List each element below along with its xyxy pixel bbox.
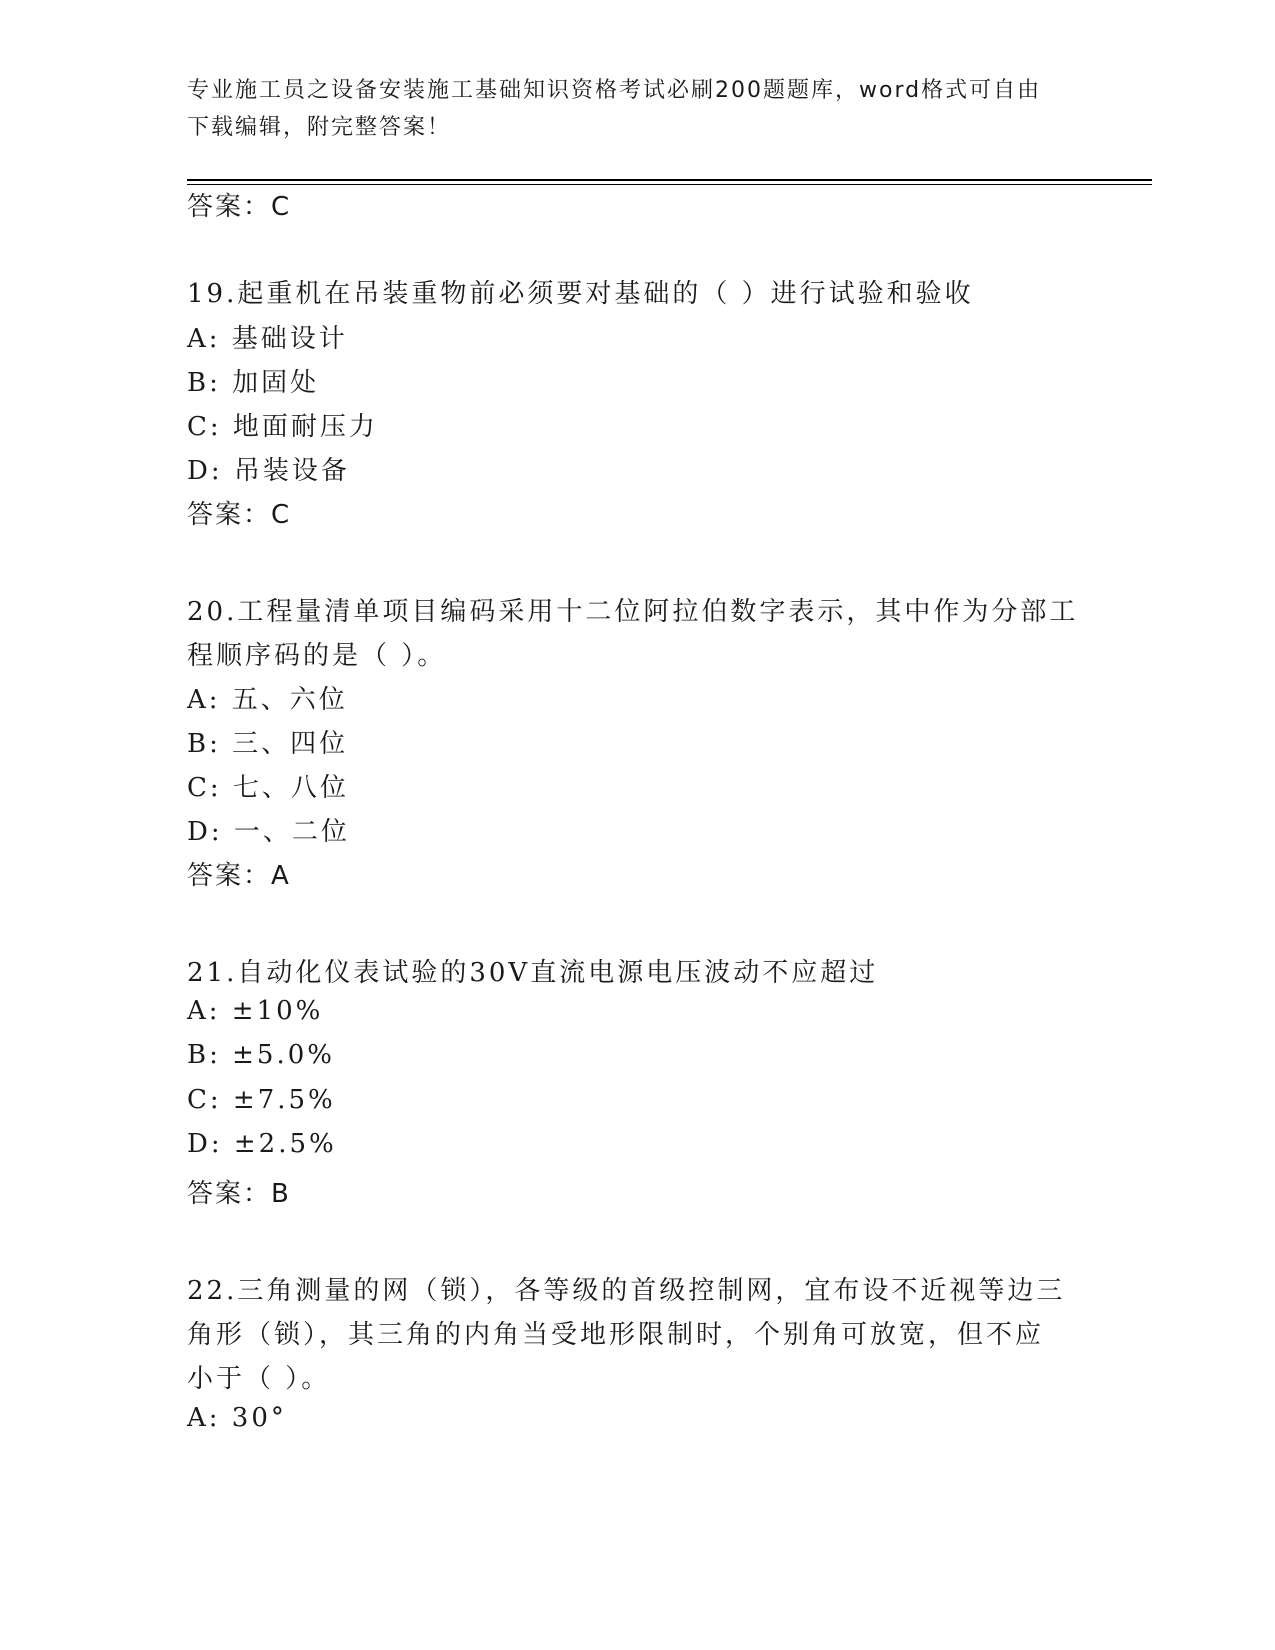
answer: 答案：C bbox=[187, 500, 292, 530]
document-header bbox=[187, 72, 1067, 146]
option-d: D: ±2.5% bbox=[187, 1129, 337, 1159]
header-rule-thin bbox=[187, 184, 1152, 185]
option-d: D: 一、二位 bbox=[187, 817, 350, 847]
header-rule-thick bbox=[187, 179, 1152, 181]
header-line-1: 专业施工员之设备安装施工基础知识资格考试必刷200题题库，word格式可自由 bbox=[187, 78, 1042, 103]
option-d: D: 吊装设备 bbox=[187, 456, 350, 486]
question-stem: 20.工程量清单项目编码采用十二位阿拉伯数字表示，其中作为分部工 bbox=[187, 597, 1079, 627]
option-a: A: 30° bbox=[187, 1403, 287, 1433]
question-stem: 22.三角测量的网（锁），各等级的首级控制网，宜布设不近视等边三 bbox=[187, 1276, 1066, 1306]
option-a: A: ±10% bbox=[187, 996, 324, 1026]
option-c: C: 七、八位 bbox=[187, 773, 349, 803]
question-stem-continued: 角形（锁），其三角的内角当受地形限制时，个别角可放宽，但不应 bbox=[187, 1320, 1045, 1350]
option-a: A: 基础设计 bbox=[187, 324, 348, 354]
option-a: A: 五、六位 bbox=[187, 685, 348, 715]
question-stem-continued: 程顺序码的是（ ）。 bbox=[187, 641, 447, 671]
answer: 答案：B bbox=[187, 1179, 291, 1209]
answer: 答案：A bbox=[187, 861, 291, 891]
question-stem: 19.起重机在吊装重物前必须要对基础的（ ）进行试验和验收 bbox=[187, 279, 974, 309]
option-c: C: ±7.5% bbox=[187, 1085, 336, 1115]
option-b: B: ±5.0% bbox=[187, 1040, 335, 1070]
header-line-2: 下载编辑，附完整答案！ bbox=[187, 115, 452, 140]
option-c: C: 地面耐压力 bbox=[187, 412, 378, 442]
question-stem-continued: 小于（ ）。 bbox=[187, 1364, 331, 1394]
option-b: B: 加固处 bbox=[187, 368, 320, 398]
question-stem: 21.自动化仪表试验的30V直流电源电压波动不应超过 bbox=[187, 958, 879, 988]
previous-answer: 答案：C bbox=[187, 192, 292, 222]
option-b: B: 三、四位 bbox=[187, 729, 349, 759]
